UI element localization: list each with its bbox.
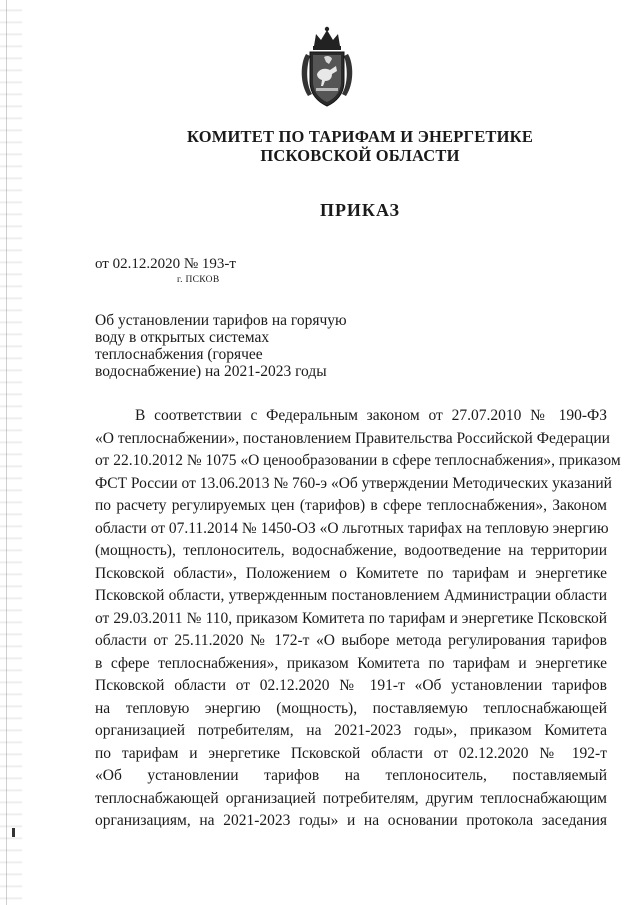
- body-line: Псковской области», Положением о Комитете по тарифам и энергетике: [95, 564, 607, 582]
- body-line: Псковской области, утвержденным постановлением Администрации области: [95, 587, 607, 604]
- body-line: «Об установлении тарифов на теплоноситель, поставляемый: [95, 767, 607, 784]
- body-line: (мощность), теплоноситель, водоснабжение, водоотведение на территории: [95, 542, 607, 559]
- org-name-line-2: ПСКОВСКОЙ ОБЛАСТИ: [260, 146, 460, 165]
- body-line: в сфере теплоснабжения», приказом Комитета по тарифам и энергетике: [95, 654, 607, 672]
- org-name-line-1: КОМИТЕТ ПО ТАРИФАМ И ЭНЕРГЕТИКЕ: [186, 127, 534, 146]
- body-line: теплоснабжающей организацией потребителям, другим теплоснабжающим: [95, 789, 607, 807]
- body-line: от 29.03.2011 № 110, приказом Комитета по тарифам и энергетике Псковской: [95, 609, 607, 627]
- city-label: г. ПСКОВ: [177, 275, 220, 285]
- subject-line: теплоснабжения (горячее: [95, 346, 263, 363]
- scan-edge-line: [6, 0, 7, 905]
- body-line: области от 25.11.2020 № 172-т «О выборе метода регулирования тарифов: [95, 632, 607, 649]
- scan-edge-noise: [0, 0, 22, 905]
- subject-line: воду в открытых системах: [95, 329, 270, 346]
- body-line: Псковской области от 02.12.2020 № 191-т «Об установлении тарифов: [95, 677, 607, 694]
- body-line: организациям, на 2021-2023 годы» и на основании протокола заседания: [95, 812, 607, 829]
- body-line: ФСТ России от 13.06.2013 № 760-э «Об утверждении Методических указаний: [95, 474, 612, 492]
- body-line: по тарифам и энергетике Псковской области от 02.12.2020 № 192-т: [95, 744, 607, 762]
- body-paragraph: [95, 405, 621, 833]
- pskov-coat-of-arms-icon: [296, 24, 358, 110]
- body-line: от 22.10.2012 № 1075 «О ценообразовании в сфере теплоснабжения», приказом: [95, 452, 621, 469]
- subject-line: водоснабжение) на 2021-2023 годы: [95, 363, 327, 380]
- body-line: В соответствии с Федеральным законом от 27.07.2010 № 190-ФЗ: [135, 407, 607, 424]
- body-line: организацией потребителям, на 2021-2023 годы», приказом Комитета: [95, 722, 607, 739]
- body-line: по расчету регулируемых цен (тарифов) в сфере теплоснабжения», Законом: [95, 497, 607, 514]
- body-line: на тепловую энергию (мощность), поставляемую теплоснабжающей: [95, 699, 607, 717]
- subject-block: [95, 312, 347, 380]
- body-line: «О теплоснабжении», постановлением Правительства Российской Федерации: [95, 429, 610, 447]
- date-and-number: от 02.12.2020 № 193-т: [95, 256, 236, 272]
- scan-margin-mark: [12, 828, 15, 837]
- body-line: области от 07.11.2014 № 1450-ОЗ «О льготных тарифах на тепловую энергию: [95, 519, 609, 537]
- subject-line: Об установлении тарифов на горячую: [95, 312, 347, 329]
- document-type: ПРИКАЗ: [319, 200, 401, 220]
